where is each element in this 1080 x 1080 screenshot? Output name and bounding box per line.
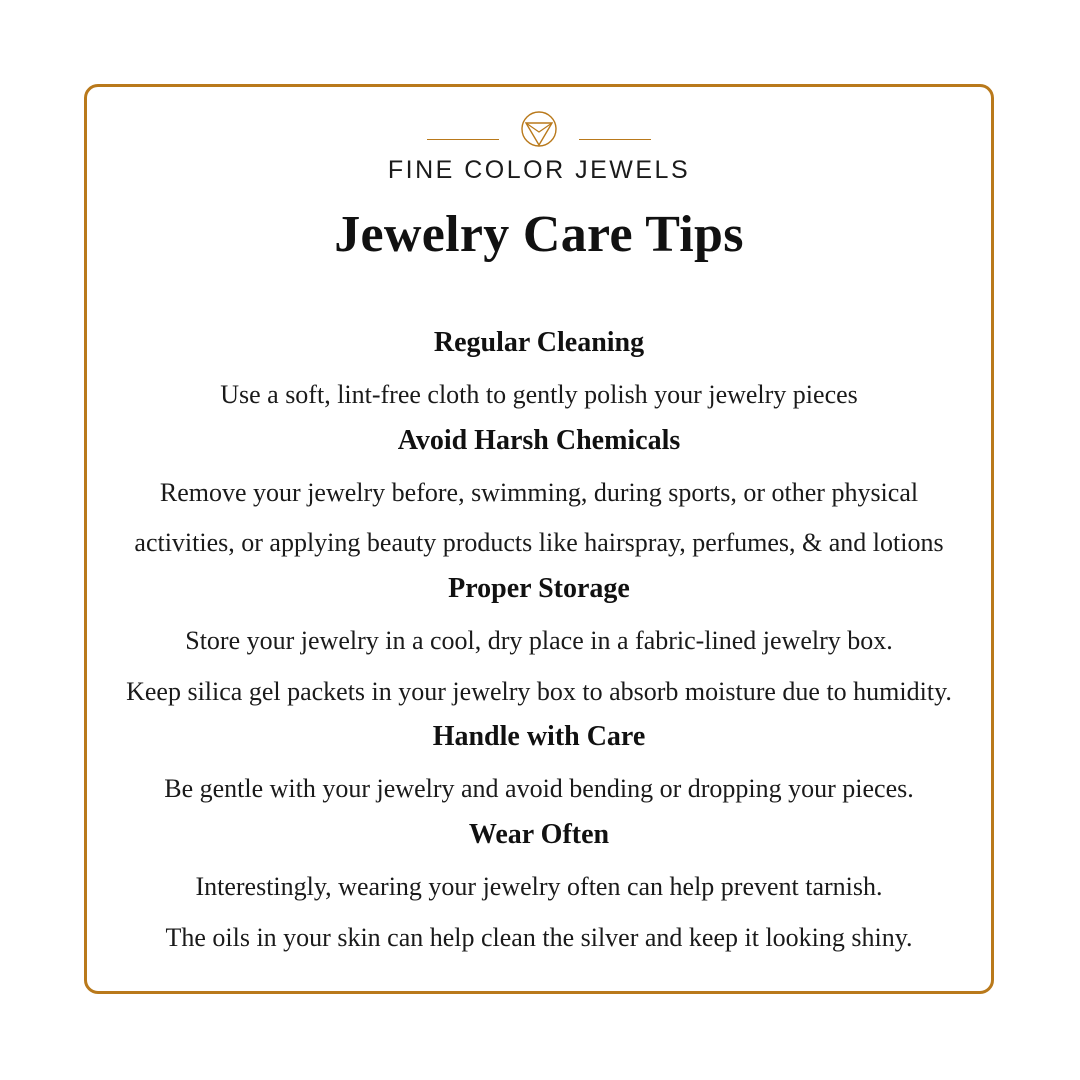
section-handle-with-care <box>87 707 991 805</box>
diamond-gem-icon <box>519 110 559 152</box>
brand-rule-right <box>579 139 651 140</box>
care-tips-card <box>84 84 994 994</box>
section-line: activities, or applying beauty products like hairspray, perfumes, & and lotions <box>134 528 944 558</box>
section-wear-often <box>87 805 991 953</box>
section-line: Interestingly, wearing your jewelry often can help prevent tarnish. <box>195 871 883 901</box>
section-line: Remove your jewelry before, swimming, during sports, or other physical <box>159 477 919 507</box>
section-line: Store your jewelry in a cool, dry place in a fabric-lined jewelry box. <box>185 625 893 655</box>
section-heading: Regular Cleaning <box>433 326 645 358</box>
section-regular-cleaning <box>87 313 991 411</box>
section-heading: Wear Often <box>468 818 610 850</box>
section-avoid-harsh-chemicals <box>87 411 991 559</box>
brand-name: FINE COLOR JEWELS <box>387 156 691 184</box>
brand-rule-left <box>427 139 499 140</box>
section-line: The oils in your skin can help clean the silver and keep it looking shiny. <box>165 922 913 952</box>
page-title: Jewelry Care Tips <box>334 206 744 263</box>
section-proper-storage <box>87 559 991 707</box>
section-line: Use a soft, lint-free cloth to gently polish your jewelry pieces <box>220 379 858 409</box>
section-heading: Handle with Care <box>432 721 646 753</box>
section-line: Keep silica gel packets in your jewelry box to absorb moisture due to humidity. <box>126 676 952 706</box>
brand-mark <box>419 109 659 153</box>
tips-content <box>87 313 991 953</box>
section-line: Be gentle with your jewelry and avoid bending or dropping your pieces. <box>164 774 914 804</box>
brand-block <box>87 109 991 185</box>
section-heading: Avoid Harsh Chemicals <box>397 424 681 456</box>
section-heading: Proper Storage <box>448 572 630 604</box>
